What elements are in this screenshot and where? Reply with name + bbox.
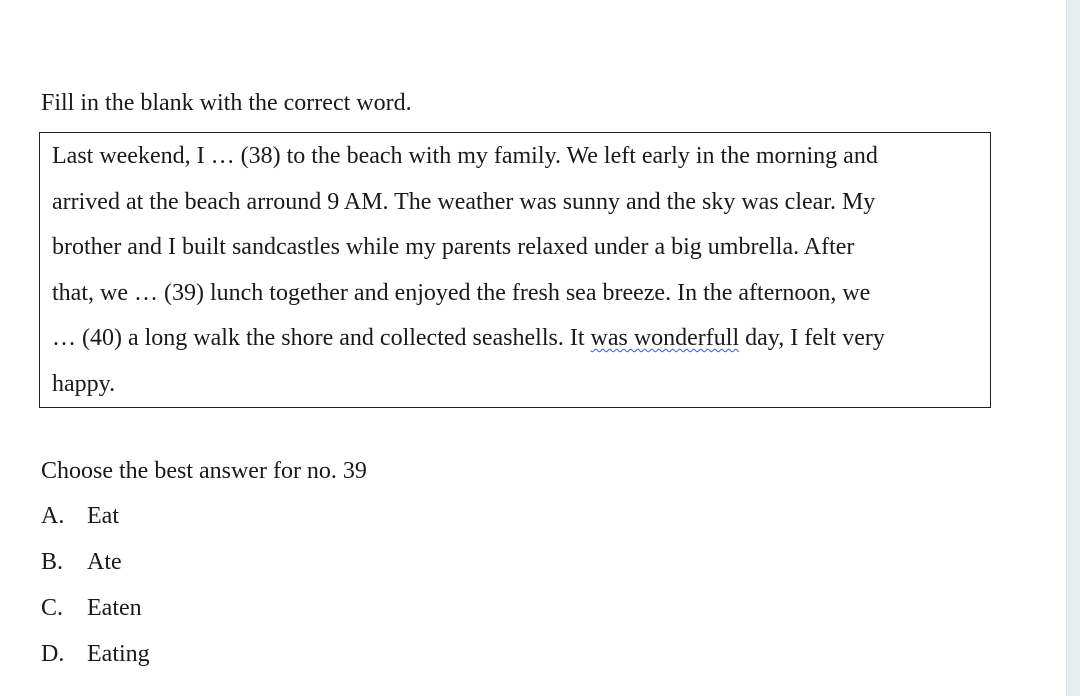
passage-line-2: arrived at the beach arround 9 AM. The weather was sunny and the sky was clear. My [52, 188, 876, 215]
option-text: Eat [87, 503, 119, 529]
option-letter: D. [41, 641, 65, 667]
passage-line-6: happy. [52, 370, 116, 397]
option-text: Eaten [87, 595, 142, 621]
passage-line-1: Last weekend, I … (38) to the beach with my family. We left early in the morning and [52, 143, 878, 169]
passage-box [39, 132, 991, 408]
option-a[interactable] [41, 501, 150, 547]
option-text: Ate [87, 549, 122, 575]
option-c[interactable] [41, 593, 150, 639]
question-text: Choose the best answer for no. 39 [41, 458, 367, 484]
passage-line-3: brother and I built sandcastles while my parents relaxed under a big umbrella. After [52, 234, 855, 260]
option-letter: A. [41, 503, 65, 529]
window-edge-panel [1066, 0, 1080, 696]
passage-line-5-start: … (40) a long walk the shore and collected seashells. It [52, 325, 591, 351]
option-d[interactable] [41, 639, 150, 685]
option-text: Eating [87, 641, 150, 667]
passage-line-5-end: day, I felt very [739, 325, 885, 351]
passage-line-5 [52, 319, 980, 365]
spellcheck-flagged-text[interactable]: was wonderfull [590, 325, 740, 351]
passage-line-4: that, we … (39) lunch together and enjoyed the fresh sea breeze. In the afternoon, we [52, 279, 871, 306]
option-b[interactable] [41, 547, 150, 593]
answer-options [41, 501, 150, 685]
option-letter: C. [41, 595, 64, 621]
instruction-text: Fill in the blank with the correct word. [41, 90, 412, 116]
option-letter: B. [41, 549, 64, 575]
